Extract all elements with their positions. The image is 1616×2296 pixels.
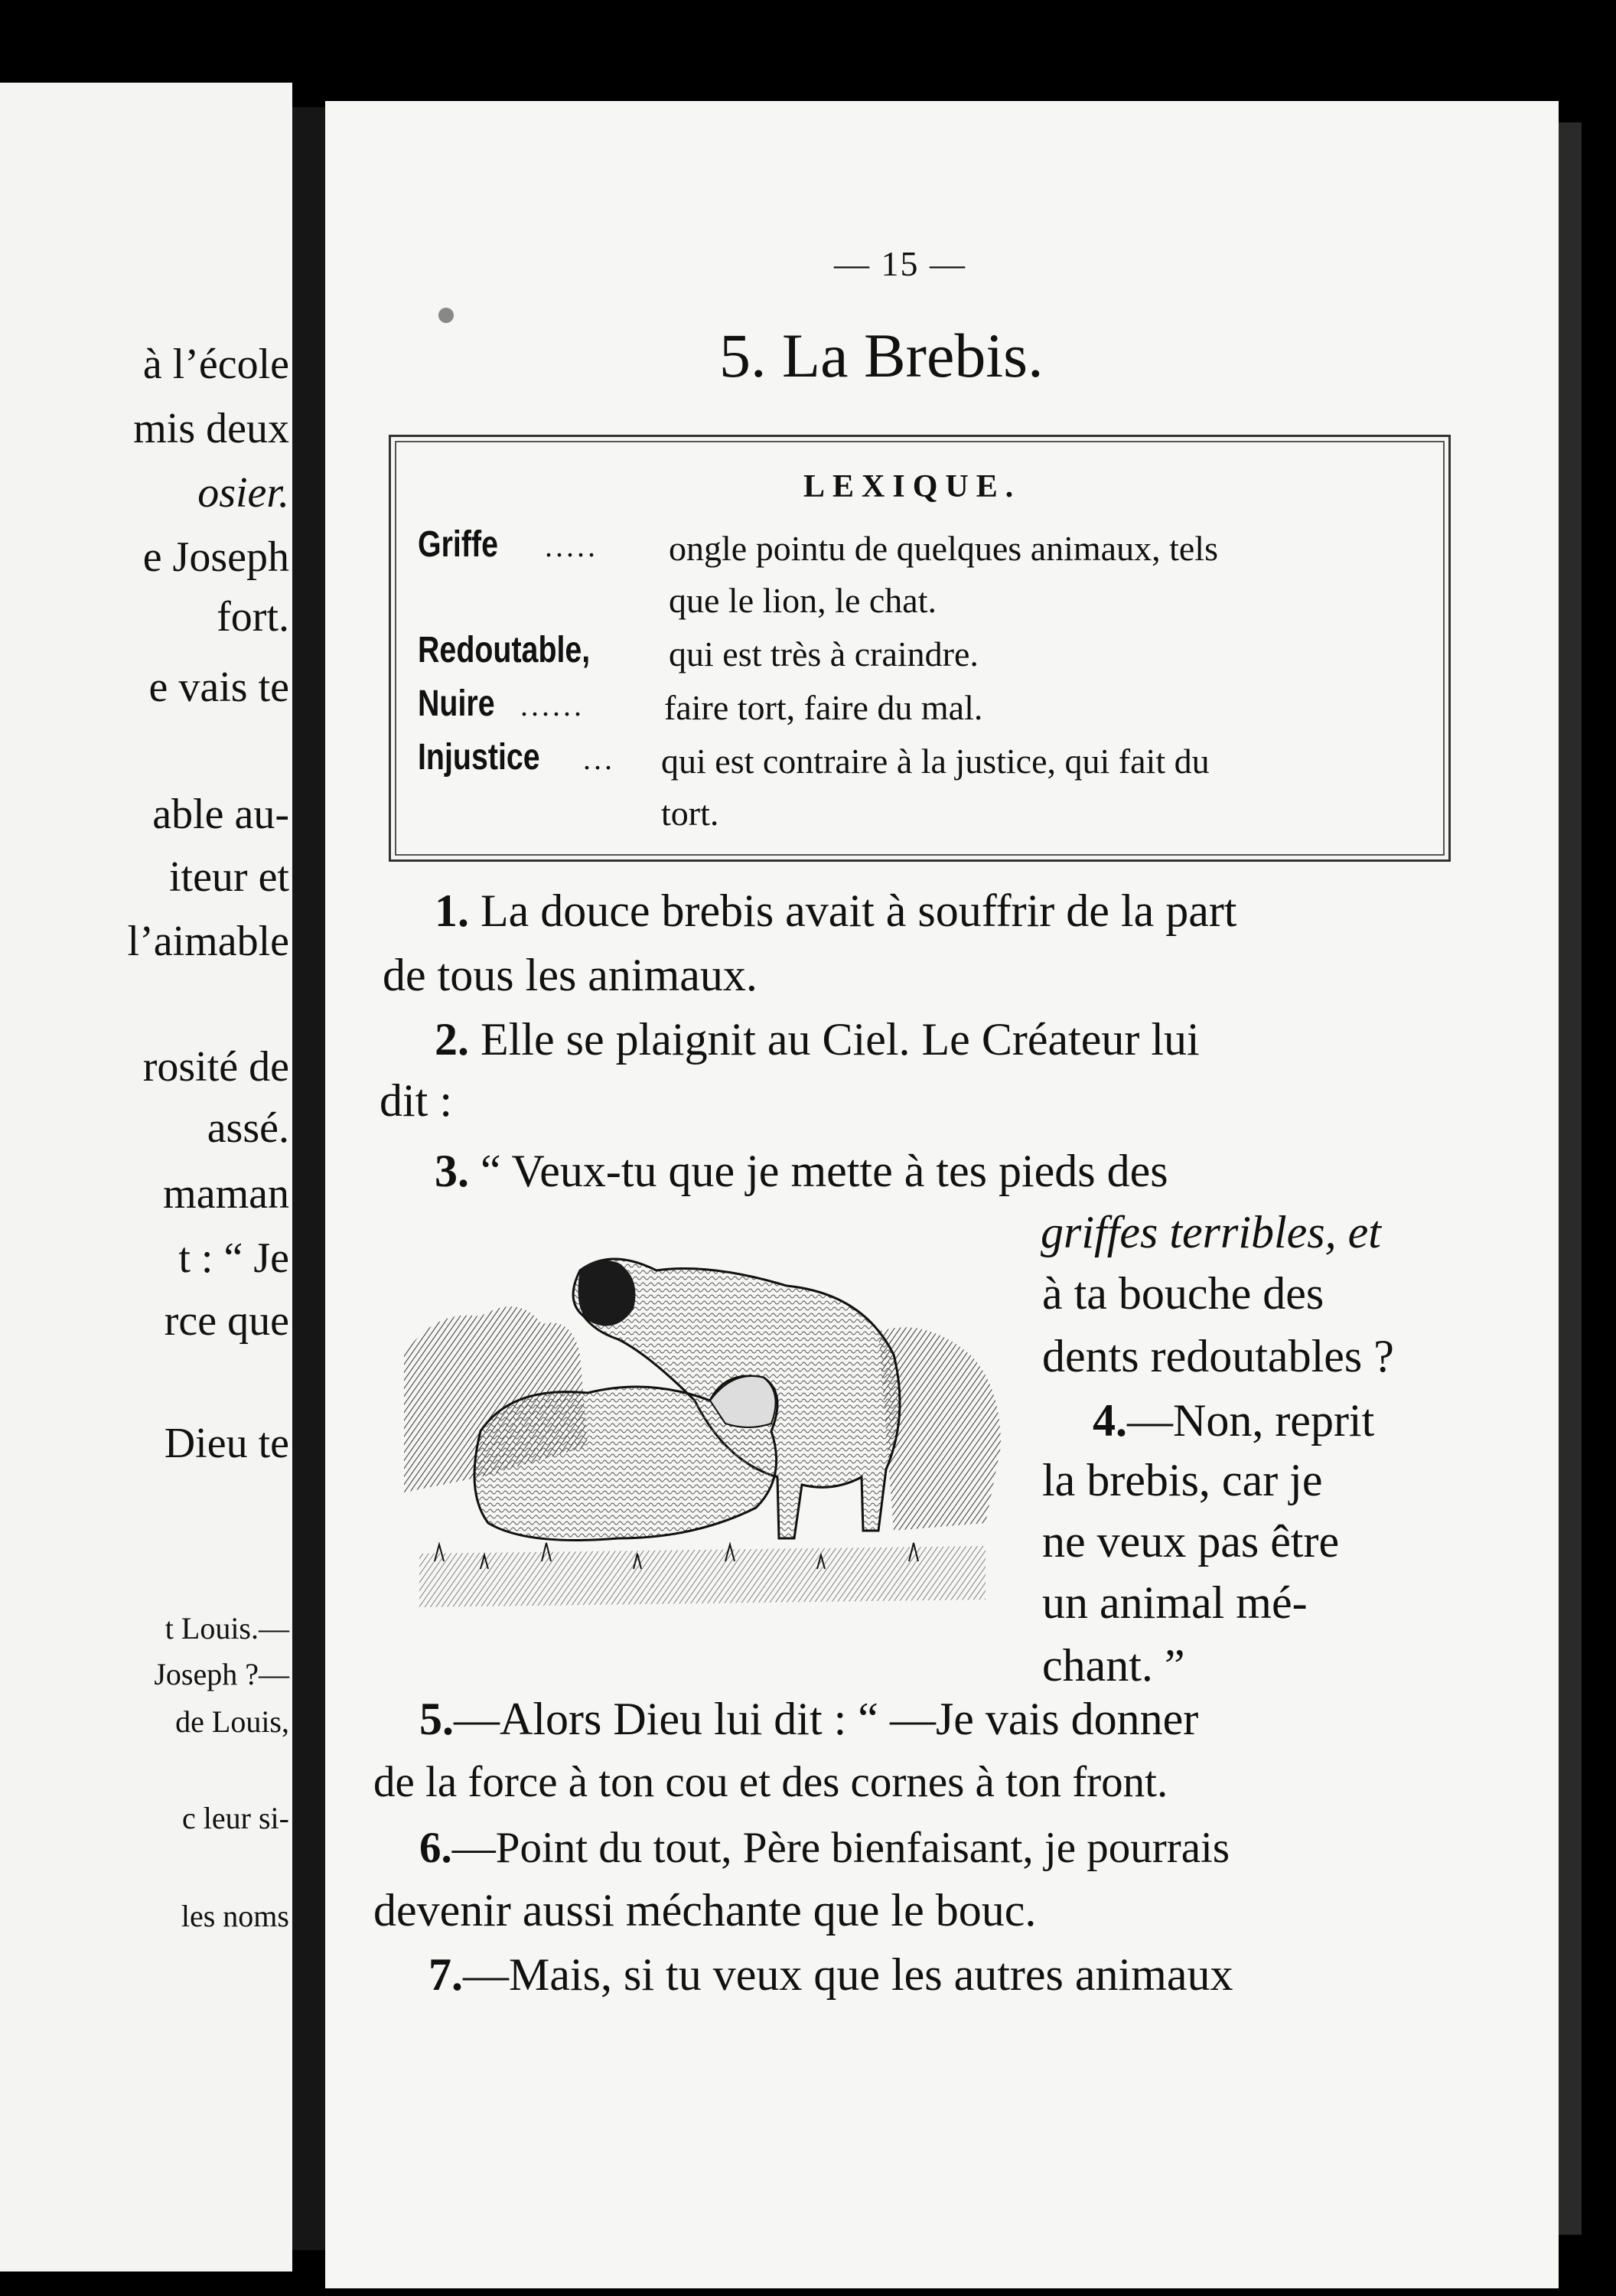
left-line: e Joseph <box>142 533 289 581</box>
paragraph-line: griffes terribles, et <box>1041 1207 1381 1257</box>
left-line: e vais te <box>148 664 289 711</box>
binding-gutter <box>292 107 329 2250</box>
paragraph-number: 2. <box>435 1014 469 1065</box>
left-line: mis deux <box>133 405 289 452</box>
lexique-definition: qui est contraire à la justice, qui fait du <box>661 742 1210 781</box>
lexique-definition: ongle pointu de quelques animaux, tels <box>669 529 1218 568</box>
lexique-term: Injustice <box>418 737 540 778</box>
lexique-definition: faire tort, faire du mal. <box>664 688 983 727</box>
page-number: — 15 — <box>834 244 966 283</box>
left-line: de Louis, <box>175 1704 289 1739</box>
paragraph-number: 5. <box>419 1694 454 1744</box>
paragraph-line: La douce brebis avait à souffrir de la part <box>481 885 1237 936</box>
paragraph-number: 4. <box>1093 1395 1127 1446</box>
paragraph-line: —Mais, si tu veux que les autres animaux <box>463 1949 1233 2000</box>
left-line: t : “ Je <box>178 1234 289 1282</box>
paragraph-number: 1. <box>435 885 469 936</box>
paragraph-line: —Non, reprit <box>1127 1395 1375 1446</box>
paragraph-line: la brebis, car je <box>1042 1455 1323 1505</box>
paragraph-line: dit : <box>380 1075 453 1126</box>
paragraph-number: 3. <box>435 1146 469 1196</box>
lexique-dots: ...... <box>520 688 585 722</box>
left-line: rosité de <box>142 1043 289 1091</box>
paragraph-line: devenir aussi méchante que le bouc. <box>373 1885 1037 1936</box>
paragraph-line: un animal mé- <box>1042 1577 1308 1628</box>
ink-speck <box>438 308 454 323</box>
left-line: maman <box>163 1170 289 1218</box>
sheep-engraving <box>389 1202 1016 1630</box>
left-page-fragment <box>0 83 292 2272</box>
paragraph-line: —Point du tout, Père bienfaisant, je pourrais <box>451 1824 1230 1872</box>
left-line: t Louis.— <box>165 1611 289 1645</box>
paragraph-line: “ Veux-tu que je mette à tes pieds des <box>481 1146 1168 1196</box>
left-line: Joseph ?— <box>154 1657 289 1691</box>
paragraph-line: à ta bouche des <box>1042 1268 1324 1319</box>
chapter-title: 5. La Brebis. <box>719 321 1044 390</box>
lexique-definition: tort. <box>661 794 719 833</box>
paragraph-line: —Alors Dieu lui dit : “ —Je vais donner <box>454 1694 1199 1744</box>
paragraph-line: Elle se plaignit au Ciel. Le Créateur lui <box>481 1014 1200 1065</box>
left-line: les noms <box>181 1899 289 1933</box>
lexique-definition: que le lion, le chat. <box>669 581 937 620</box>
left-line: able au- <box>152 791 289 838</box>
lexique-title: LEXIQUE. <box>803 469 1021 504</box>
left-line: fort. <box>217 593 289 641</box>
lexique-dots: ... <box>583 742 615 776</box>
paragraph-line: de la force à ton cou et des cornes à ton front. <box>373 1758 1168 1806</box>
lexique-term: Nuire <box>418 683 495 724</box>
left-line: iteur et <box>168 853 289 901</box>
lexique-definition: qui est très à craindre. <box>669 634 979 673</box>
paragraph-number: 7. <box>428 1949 463 2000</box>
paragraph-number: 6. <box>419 1824 452 1872</box>
left-line: osier. <box>197 469 289 517</box>
left-line: assé. <box>207 1104 289 1152</box>
paragraph-line: de tous les animaux. <box>383 950 758 1000</box>
left-line: rce que <box>164 1297 289 1345</box>
left-line: à l’école <box>142 341 289 388</box>
left-line: Dieu te <box>164 1420 289 1467</box>
paragraph-line: chant. ” <box>1042 1640 1185 1691</box>
lexique-dots: ..... <box>545 529 598 563</box>
lexique-term: Griffe <box>418 524 498 565</box>
left-line: c leur si- <box>182 1801 289 1835</box>
lexique-term: Redoutable, <box>418 630 591 670</box>
paragraph-line: dents redoutables ? <box>1042 1331 1394 1381</box>
left-line: l’aimable <box>127 918 289 965</box>
paragraph-line: ne veux pas être <box>1042 1516 1340 1567</box>
page-edge <box>1559 122 1582 2235</box>
